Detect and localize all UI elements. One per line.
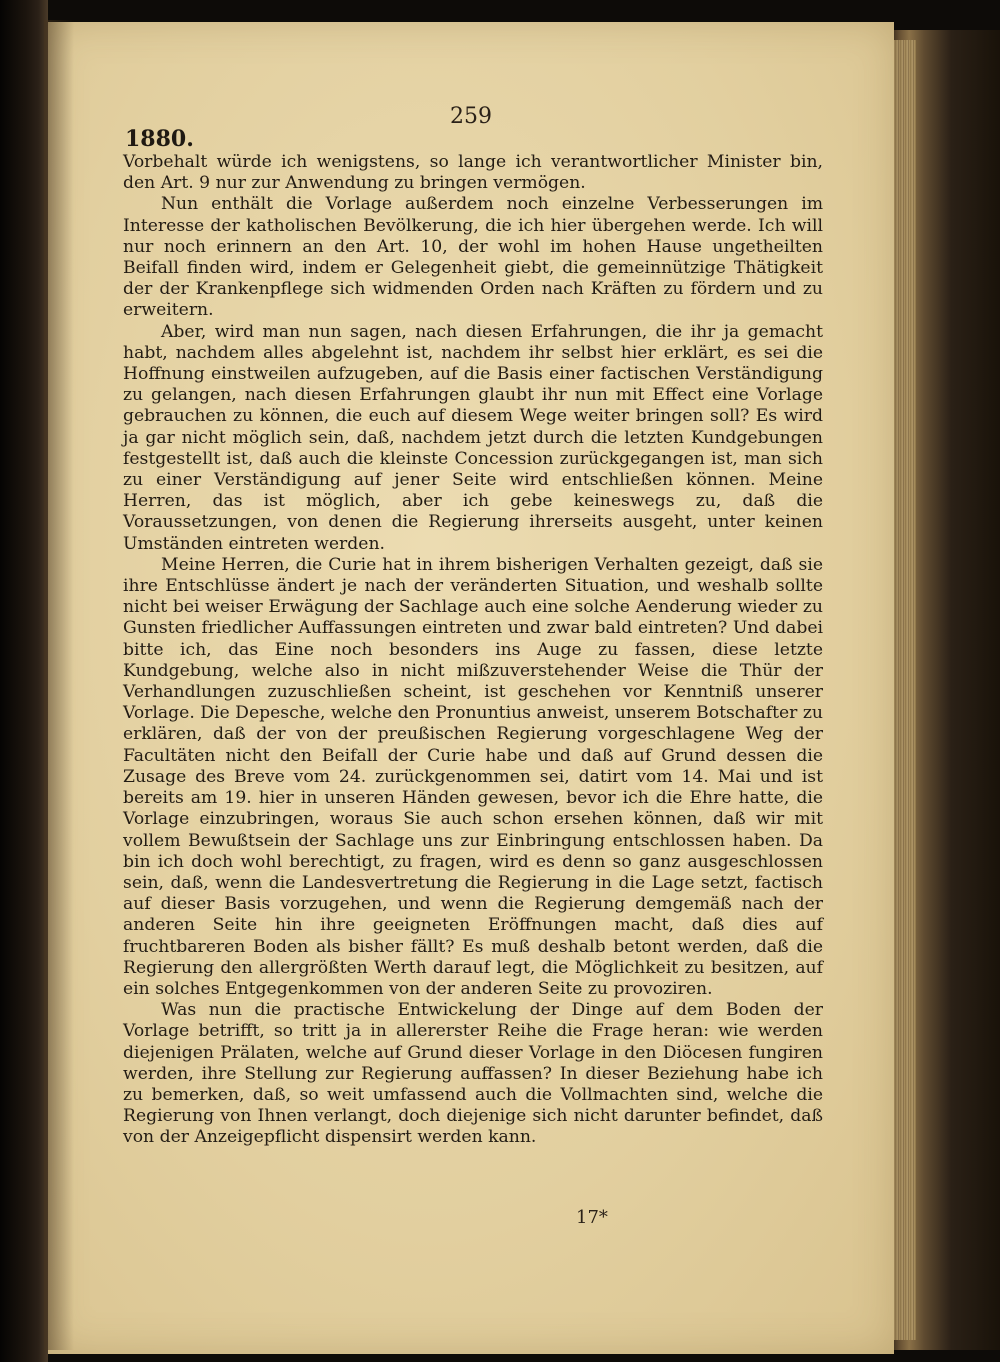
page-number: 259 — [450, 104, 492, 129]
paragraph: Nun enthält die Vorlage außerdem noch einzelne Verbesserungen im Interesse der katholischen Bevölkerung, die ich hier übergehen werde. Ich will nur noch erinnern an den Art. 10, der wohl im hohen Hause ungetheilten Beifall finden wird, indem er Gelegenheit giebt, die gemeinnützige Thätigkeit der der Krankenpflege sich widmenden Orden nach Kräften zu fördern und zu erweitern. — [123, 194, 823, 321]
page-year-heading: 1880. — [125, 126, 194, 152]
book-page — [48, 22, 894, 1354]
page-body-text — [123, 152, 823, 1149]
paragraph: Was nun die practische Entwickelung der Dinge auf dem Boden der Vorlage betrifft, so tritt ja in allererster Reihe die Frage heran: wie werden diejenigen Prälaten, welche auf Grund dieser Vorlage in den Diöcesen fungiren werden, ihre Stellung zur Regierung auffassen? In dieser Beziehung habe ich zu bemerken, daß, so weit umfassend auch die Vollmachten sind, welche die Regierung von Ihnen verlangt, doch diejenige sich nicht darunter befindet, daß von der Anzeigepflicht dispensirt werden kann. — [123, 1000, 823, 1148]
sheet-signature-mark: 17* — [576, 1207, 608, 1228]
page-edges — [894, 40, 916, 1340]
book-binding-left — [0, 0, 48, 1362]
paragraph: Aber, wird man nun sagen, nach diesen Erfahrungen, die ihr ja gemacht habt, nachdem alles abgelehnt ist, nachdem ihr selbst hier erklärt, es sei die Hoffnung einstweilen aufzugeben, auf die Basis einer factischen Verständigung zu gelangen, nach diesen Erfahrungen glaubt ihr nun mit Effect eine Vorlage gebrauchen zu können, die euch auf diesem Wege weiter bringen soll? Es wird ja gar nicht möglich sein, daß, nachdem jetzt durch die letzten Kundgebungen festgestellt ist, daß auch die kleinste Concession zurückgegangen ist, man sich zu einer Verständigung auf jener Seite wird entschließen können. Meine Herren, das ist möglich, aber ich gebe keineswegs zu, daß die Voraussetzungen, von denen die Regierung ihrerseits ausgeht, unter keinen Umständen eintreten werden. — [123, 321, 823, 554]
gutter-shadow — [44, 20, 74, 1350]
paragraph: Meine Herren, die Curie hat in ihrem bisherigen Verhalten gezeigt, daß sie ihre Entschlüsse ändert je nach der veränderten Situation, und weshalb sollte nicht bei weiser Erwägung der Sachlage auch eine solche Aenderung wieder zu Gunsten friedlicher Auffassungen eintreten und zwar bald eintreten? Und dabei bitte ich, das Eine noch besonders ins Auge zu fassen, diese letzte Kundgebung, welche also in nicht mißzuverstehender Weise die Thür der Verhandlungen zuzuschließen scheint, ist geschehen vor Kenntniß unserer Vorlage. Die Depesche, welche den Pronuntius anweist, unserem Botschafter zu erklären, daß der von der preußischen Regierung vorgeschlagene Weg der Facultäten nicht den Beifall der Curie habe und daß auf Grund dessen die Zusage des Breve vom 24. zurückgenommen sei, datirt vom 14. Mai und ist bereits am 19. hier in unseren Händen gewesen, bevor ich die Ehre hatte, die Vorlage einzubringen, woraus Sie auch schon ersehen können, daß wir mit vollem Bewußtsein der Sachlage uns zur Einbringung entschlossen haben. Da bin ich doch wohl berechtigt, zu fragen, wird es denn so ganz ausgeschlossen sein, daß, wenn die Landesvertretung die Regierung in die Lage setzt, factisch auf dieser Basis vorzugehen, und wenn die Regierung demgemäß nach der anderen Seite hin ihre geeigneten Eröffnungen macht, daß dies auf fruchtbareren Boden als bisher fällt? Es muß deshalb betont werden, daß die Regierung den allergrößten Werth darauf legt, die Möglichkeit zu besitzen, auf ein solches Entgegenkommen von der anderen Seite zu provoziren. — [123, 554, 823, 999]
paragraph: Vorbehalt würde ich wenigstens, so lange ich verantwortlicher Minister bin, den Art. 9 nur zur Anwendung zu bringen vermögen. — [123, 152, 823, 194]
